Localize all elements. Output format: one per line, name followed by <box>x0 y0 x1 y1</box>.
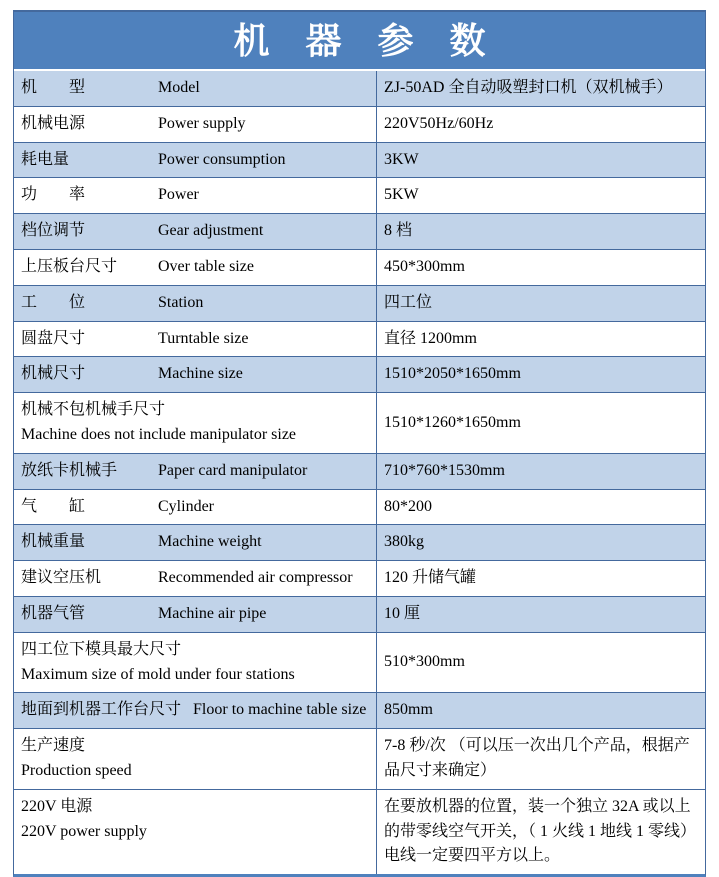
value-cell <box>376 322 705 357</box>
value-cell <box>376 633 705 693</box>
value-cell <box>376 561 705 596</box>
label-english: Floor to machine table size <box>193 701 367 719</box>
label-cell <box>14 178 376 213</box>
label-english: Power <box>158 186 199 204</box>
label-cell <box>14 525 376 560</box>
table-row <box>14 692 705 728</box>
label-english: Model <box>158 79 200 96</box>
label-english: Power supply <box>158 114 246 132</box>
label-chinese: 机械不包机械手尺寸 <box>21 401 166 419</box>
label-english: Recommended air compressor <box>158 569 353 587</box>
value-text: 10 厘 <box>384 604 421 622</box>
value-text: 220V50Hz/60Hz <box>384 114 494 132</box>
label-english: Cylinder <box>158 497 214 515</box>
label-english: Machine size <box>158 365 243 383</box>
label-cell <box>14 790 376 874</box>
label-english: Maximum size of mold under four stations <box>21 665 295 683</box>
label-chinese: 机器气管 <box>21 604 86 622</box>
label-english: Paper card manipulator <box>158 461 308 479</box>
label-chinese: 功 率 <box>21 186 86 204</box>
table-row <box>14 213 705 249</box>
table-row <box>14 356 705 392</box>
table-row <box>14 71 705 106</box>
label-cell <box>14 107 376 142</box>
label-english: Over table size <box>158 257 254 275</box>
label-cell <box>14 561 376 596</box>
label-chinese: 档位调节 <box>21 222 86 240</box>
label-chinese: 上压板台尺寸 <box>21 257 118 275</box>
value-text: 在要放机器的位置，装一个独立 32A 或以上的带零线空气开关，（ 1 火线 1 地线 1 零线）电线一定要四平方以上。 <box>384 797 697 865</box>
value-cell <box>376 250 705 285</box>
label-chinese: 放纸卡机械手 <box>21 461 118 479</box>
value-cell <box>376 143 705 178</box>
label-cell <box>14 729 376 789</box>
label-cell <box>14 454 376 489</box>
value-cell <box>376 393 705 453</box>
label-chinese: 机械电源 <box>21 114 86 132</box>
table-row <box>14 789 705 874</box>
value-text: 710*760*1530mm <box>384 461 505 479</box>
value-text: 510*300mm <box>384 653 465 671</box>
label-english: 220V power supply <box>21 822 147 840</box>
value-text: ZJ-50AD 全自动吸塑封口机（双机械手） <box>384 79 673 96</box>
table-row <box>14 560 705 596</box>
table-row <box>14 142 705 178</box>
value-text: 850mm <box>384 701 433 719</box>
label-chinese: 220V 电源 <box>21 797 93 815</box>
table-row <box>14 106 705 142</box>
value-text: 8 档 <box>384 222 413 240</box>
table-row <box>14 489 705 525</box>
value-cell <box>376 525 705 560</box>
value-cell <box>376 729 705 789</box>
label-chinese: 建议空压机 <box>21 569 102 587</box>
label-english: Production speed <box>21 761 132 779</box>
value-cell <box>376 107 705 142</box>
table-row <box>14 453 705 489</box>
table-row <box>14 321 705 357</box>
value-text: 80*200 <box>384 497 432 515</box>
label-english: Machine weight <box>158 533 262 551</box>
value-text: 直径 1200mm <box>384 329 477 347</box>
label-cell <box>14 71 376 106</box>
label-chinese: 圆盘尺寸 <box>21 329 86 347</box>
table-row <box>14 285 705 321</box>
table-row <box>14 728 705 789</box>
value-cell <box>376 178 705 213</box>
label-chinese: 机 型 <box>21 79 86 96</box>
table-row <box>14 524 705 560</box>
label-cell <box>14 693 376 728</box>
value-text: 120 升储气罐 <box>384 569 477 587</box>
value-cell <box>376 214 705 249</box>
label-cell <box>14 633 376 693</box>
table-row <box>14 249 705 285</box>
value-cell <box>376 693 705 728</box>
label-chinese: 机械尺寸 <box>21 365 86 383</box>
label-chinese: 四工位下模具最大尺寸 <box>21 640 182 658</box>
label-chinese: 耗电量 <box>21 150 70 168</box>
value-text: 1510*1260*1650mm <box>384 413 521 431</box>
label-cell <box>14 357 376 392</box>
value-cell <box>376 597 705 632</box>
label-english: Gear adjustment <box>158 222 264 240</box>
value-text: 四工位 <box>384 293 433 311</box>
value-cell <box>376 490 705 525</box>
label-cell <box>14 286 376 321</box>
table-row <box>14 632 705 693</box>
value-cell <box>376 286 705 321</box>
value-text: 7-8 秒/次 （可以压一次出几个产品，根据产品尺寸来确定） <box>384 737 690 779</box>
label-cell <box>14 597 376 632</box>
value-cell <box>376 790 705 874</box>
label-cell <box>14 214 376 249</box>
label-cell <box>14 393 376 453</box>
value-text: 380kg <box>384 533 424 551</box>
label-english: Station <box>158 293 204 311</box>
label-english: Machine does not include manipulator size <box>21 425 297 443</box>
label-chinese: 工 位 <box>21 293 86 311</box>
label-cell <box>14 250 376 285</box>
value-text: 450*300mm <box>384 257 465 275</box>
label-cell <box>14 322 376 357</box>
value-text: 1510*2050*1650mm <box>384 365 521 383</box>
machine-spec-table <box>13 10 706 877</box>
value-cell <box>376 357 705 392</box>
table-row <box>14 392 705 453</box>
table-row <box>14 596 705 632</box>
label-english: Turntable size <box>158 329 249 347</box>
label-chinese: 生产速度 <box>21 737 86 755</box>
label-english: Power consumption <box>158 150 286 168</box>
value-cell <box>376 454 705 489</box>
label-cell <box>14 143 376 178</box>
label-english: Machine air pipe <box>158 604 267 622</box>
table-body <box>14 71 705 874</box>
label-chinese: 地面到机器工作台尺寸 <box>21 701 182 719</box>
value-text: 5KW <box>384 186 419 204</box>
table-title: 机 器 参 数 <box>14 12 705 71</box>
value-cell <box>376 71 705 106</box>
label-chinese: 机械重量 <box>21 533 86 551</box>
value-text: 3KW <box>384 150 419 168</box>
label-cell <box>14 490 376 525</box>
label-chinese: 气 缸 <box>21 497 86 515</box>
table-row <box>14 177 705 213</box>
